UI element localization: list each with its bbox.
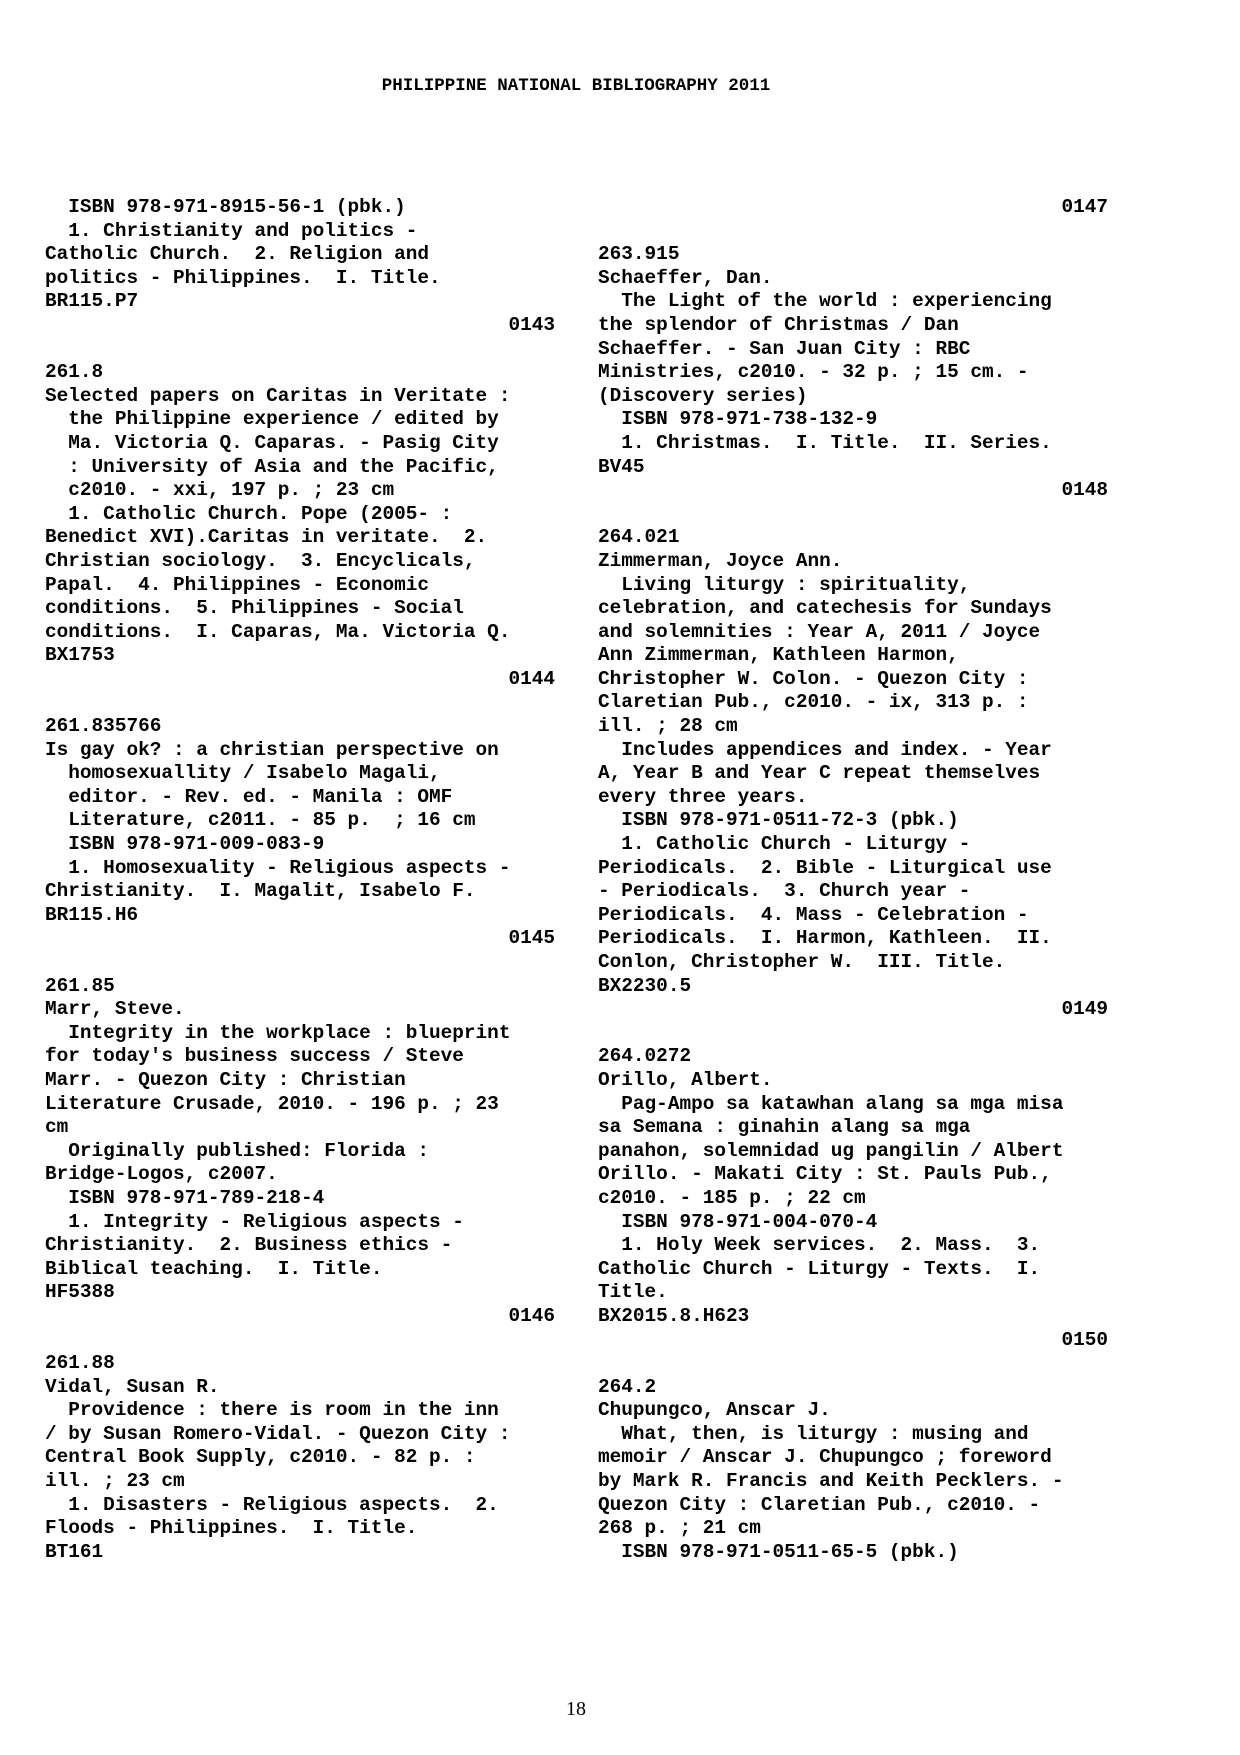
- entry-line: Orillo, Albert.: [598, 1068, 773, 1091]
- entry-line: 1. Catholic Church. Pope (2005- :: [45, 502, 453, 525]
- entry-line: ISBN 978-971-004-070-4: [598, 1210, 878, 1233]
- entry-line: Title.: [598, 1281, 668, 1304]
- entry-line: ISBN 978-971-0511-72-3 (pbk.): [598, 809, 959, 832]
- entry-line: Originally published: Florida :: [45, 1139, 429, 1162]
- entry-line: ISBN 978-971-009-083-9: [45, 833, 325, 856]
- entry-line: Claretian Pub., c2010. - ix, 313 p. :: [598, 691, 1029, 714]
- entry-line: Selected papers on Caritas in Veritate :: [45, 384, 511, 407]
- entry-line: conditions. I. Caparas, Ma. Victoria Q.: [45, 620, 511, 643]
- entry-line: Schaeffer. - San Juan City : RBC: [598, 337, 971, 360]
- entry-line: ISBN 978-971-8915-56-1 (pbk.): [45, 196, 406, 218]
- entry-line: BR115.H6: [45, 903, 139, 926]
- blank-line: [45, 1329, 555, 1353]
- entry-line: Living liturgy : spirituality,: [598, 573, 971, 596]
- entry-line: BX2015.8.H623: [598, 1304, 750, 1327]
- entry-number: 0150: [1061, 1328, 1108, 1351]
- entry-line: 1. Christianity and politics -: [45, 219, 418, 242]
- entry-line: 261.88: [45, 1352, 115, 1375]
- entry-line: conditions. 5. Philippines - Social: [45, 597, 464, 620]
- entry-line: Zimmerman, Joyce Ann.: [598, 549, 843, 572]
- left-column: [45, 196, 555, 1564]
- entry-line: Providence : there is room in the inn: [45, 1399, 499, 1422]
- entry-line: every three years.: [598, 785, 808, 808]
- entry-line: ill. ; 28 cm: [598, 715, 738, 738]
- entry-line: 1. Christmas. I. Title. II. Series.: [598, 431, 1052, 454]
- entry-line: Orillo. - Makati City : St. Pauls Pub.,: [598, 1163, 1052, 1186]
- entry-line: Papal. 4. Philippines - Economic: [45, 573, 429, 596]
- entry-line: 261.835766: [45, 715, 162, 738]
- entry-line: 261.85: [45, 974, 115, 997]
- blank-line: [598, 503, 1108, 527]
- entry-line: the splendor of Christmas / Dan: [598, 313, 959, 336]
- entry-line: ISBN 978-971-738-132-9: [598, 408, 878, 431]
- entry-line: Christianity. I. Magalit, Isabelo F.: [45, 880, 476, 903]
- entry-line: Marr. - Quezon City : Christian: [45, 1068, 406, 1091]
- entry-line: sa Semana : ginahin alang sa mga: [598, 1116, 971, 1139]
- entry-line: celebration, and catechesis for Sundays: [598, 597, 1052, 620]
- entry-line: Marr, Steve.: [45, 998, 185, 1021]
- entry-line: Pag-Ampo sa katawhan alang sa mga misa: [598, 1092, 1064, 1115]
- entry-number: 0148: [1061, 479, 1108, 502]
- page-header: PHILIPPINE NATIONAL BIBLIOGRAPHY 2011: [381, 76, 771, 96]
- entry-number: 0143: [508, 313, 555, 336]
- entry-line: Christianity. 2. Business ethics -: [45, 1234, 453, 1257]
- blank-line: [45, 951, 555, 975]
- entry-line: Quezon City : Claretian Pub., c2010. -: [598, 1493, 1041, 1516]
- entry-line: Literature, c2011. - 85 p. ; 16 cm: [45, 809, 476, 832]
- entry-line: Ministries, c2010. - 32 p. ; 15 cm. -: [598, 361, 1029, 384]
- entry-line: BX2230.5: [598, 974, 692, 997]
- entry-line: Chupungco, Anscar J.: [598, 1399, 831, 1422]
- entry-line: Benedict XVI).Caritas in veritate. 2.: [45, 526, 488, 549]
- entry-line: : University of Asia and the Pacific,: [45, 455, 499, 478]
- entry-line: Ma. Victoria Q. Caparas. - Pasig City: [45, 431, 499, 454]
- entry-line: memoir / Anscar J. Chupungco ; foreword: [598, 1446, 1052, 1469]
- entry-line: Catholic Church - Liturgy - Texts. I.: [598, 1257, 1041, 1280]
- entry-line: cm: [45, 1116, 69, 1139]
- entry-line: The Light of the world : experiencing: [598, 290, 1052, 313]
- entry-line: BR115.P7: [45, 290, 139, 313]
- entry-line: 264.021: [598, 526, 680, 549]
- entry-line: Vidal, Susan R.: [45, 1375, 220, 1398]
- entry-line: Central Book Supply, c2010. - 82 p. :: [45, 1446, 476, 1469]
- entry-number: 0147: [1061, 196, 1108, 218]
- entry-line: by Mark R. Francis and Keith Pecklers. -: [598, 1470, 1064, 1493]
- entry-line: Ann Zimmerman, Kathleen Harmon,: [598, 644, 959, 667]
- entry-line: BX1753: [45, 644, 115, 667]
- entry-line: A, Year B and Year C repeat themselves: [598, 762, 1041, 785]
- entry-line: c2010. - xxi, 197 p. ; 23 cm: [45, 479, 395, 502]
- entry-line: Literature Crusade, 2010. - 196 p. ; 23: [45, 1092, 499, 1115]
- entry-line: Christian sociology. 3. Encyclicals,: [45, 549, 476, 572]
- entry-line: BT161: [45, 1540, 104, 1563]
- entry-line: homosexuallity / Isabelo Magali,: [45, 762, 441, 785]
- entry-line: 1. Homosexuality - Religious aspects -: [45, 856, 511, 879]
- entry-line: Conlon, Christopher W. III. Title.: [598, 951, 1006, 973]
- entry-line: 261.8: [45, 361, 104, 384]
- entry-line: 263.915: [598, 243, 680, 266]
- blank-line: [45, 338, 555, 362]
- blank-line: [598, 220, 1108, 244]
- entry-line: ISBN 978-971-789-218-4: [45, 1186, 325, 1209]
- entry-line: for today's business success / Steve: [45, 1045, 464, 1068]
- entry-line: Periodicals. 4. Mass - Celebration -: [598, 903, 1029, 926]
- entry-line: ISBN 978-971-0511-65-5 (pbk.): [598, 1540, 959, 1563]
- entry-line: (Discovery series): [598, 384, 808, 407]
- entry-line: Biblical teaching. I. Title.: [45, 1257, 383, 1280]
- entry-line: 1. Disasters - Religious aspects. 2.: [45, 1493, 499, 1516]
- entry-line: ill. ; 23 cm: [45, 1470, 185, 1493]
- entry-line: Periodicals. I. Harmon, Kathleen. II.: [598, 927, 1052, 950]
- entry-line: Christopher W. Colon. - Quezon City :: [598, 667, 1029, 690]
- entry-number: 0145: [508, 927, 555, 950]
- entry-line: Includes appendices and index. - Year: [598, 738, 1052, 761]
- entry-line: and solemnities : Year A, 2011 / Joyce: [598, 620, 1041, 643]
- entry-line: 264.2: [598, 1375, 657, 1398]
- entry-line: 264.0272: [598, 1045, 692, 1068]
- entry-line: 1. Catholic Church - Liturgy -: [598, 833, 971, 856]
- right-column: [598, 196, 1108, 1564]
- entry-line: politics - Philippines. I. Title.: [45, 266, 441, 289]
- entry-line: c2010. - 185 p. ; 22 cm: [598, 1186, 866, 1209]
- entry-number: 0146: [508, 1304, 555, 1327]
- entry-line: the Philippine experience / edited by: [45, 408, 499, 431]
- entry-line: Floods - Philippines. I. Title.: [45, 1517, 418, 1540]
- entry-line: Catholic Church. 2. Religion and: [45, 243, 429, 266]
- entry-line: What, then, is liturgy : musing and: [598, 1422, 1029, 1445]
- entry-line: 268 p. ; 21 cm: [598, 1517, 761, 1540]
- entry-line: / by Susan Romero-Vidal. - Quezon City :: [45, 1422, 511, 1445]
- blank-line: [598, 1022, 1108, 1046]
- blank-line: [45, 691, 555, 715]
- page-number: 18: [566, 1698, 586, 1720]
- blank-line: [598, 1352, 1108, 1376]
- entry-line: Is gay ok? : a christian perspective on: [45, 738, 499, 761]
- entry-number: 0149: [1061, 998, 1108, 1021]
- entry-line: panahon, solemnidad ug pangilin / Albert: [598, 1139, 1064, 1162]
- entry-line: editor. - Rev. ed. - Manila : OMF: [45, 785, 453, 808]
- entry-line: Periodicals. 2. Bible - Liturgical use: [598, 856, 1052, 879]
- entry-number: 0144: [508, 667, 555, 690]
- entry-line: - Periodicals. 3. Church year -: [598, 880, 971, 903]
- entry-line: Schaeffer, Dan.: [598, 266, 773, 289]
- entry-line: HF5388: [45, 1281, 115, 1304]
- entry-line: Bridge-Logos, c2007.: [45, 1163, 278, 1186]
- entry-line: 1. Holy Week services. 2. Mass. 3.: [598, 1234, 1041, 1257]
- entry-line: BV45: [598, 455, 645, 478]
- entry-line: 1. Integrity - Religious aspects -: [45, 1210, 464, 1233]
- entry-line: Integrity in the workplace : blueprint: [45, 1021, 511, 1044]
